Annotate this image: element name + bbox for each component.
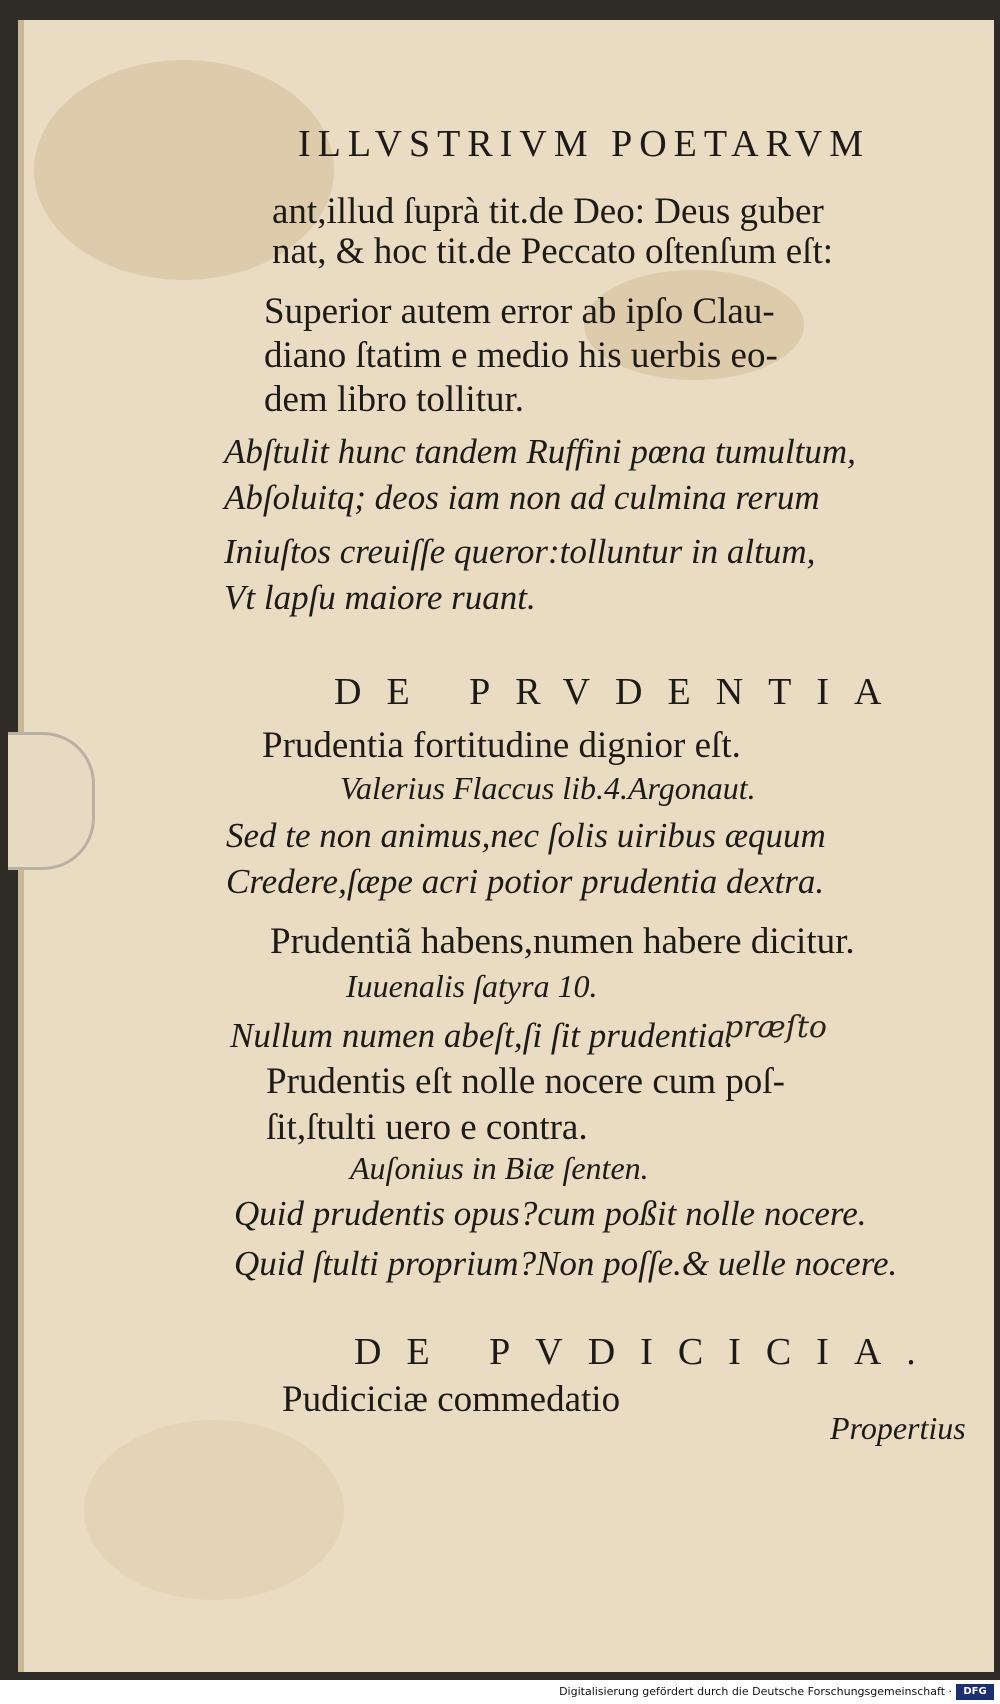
verse-line: Nullum numen abeſt,ſi ſit prudentia. <box>230 1016 734 1055</box>
source-citation: Iuuenalis ſatyra 10. <box>346 968 598 1004</box>
source-citation: Auſonius in Biæ ſenten. <box>350 1150 649 1186</box>
text-line: Prudentia fortitudine dignior eſt. <box>262 725 741 766</box>
verse-line: Credere,ſæpe acri potior prudentia dextra. <box>226 862 825 901</box>
verse-line: Abſtulit hunc tandem Ruffini pœna tumultum, <box>224 432 856 471</box>
text-line: Pudiciciæ commedatio <box>282 1379 621 1420</box>
source-citation: Valerius Flaccus lib.4.Argonaut. <box>340 770 756 806</box>
text-line: Prudentis eſt nolle nocere cum poſ- <box>266 1061 785 1102</box>
verse-line: Quid ſtulti proprium?Non poſſe.& uelle nocere. <box>234 1244 898 1283</box>
verse-line: Sed te non animus,nec ſolis uiribus æquum <box>226 816 826 855</box>
page-clip <box>8 732 95 870</box>
running-head: ILLVSTRIVM POETARVM <box>298 123 871 165</box>
text-line: dem libro tollitur. <box>264 379 525 420</box>
verse-line: Vt lapſu maiore ruant. <box>224 578 536 617</box>
dfg-logo: DFG <box>956 1684 994 1700</box>
verse-line: Quid prudentis opus?cum poßit nolle nocere. <box>234 1194 867 1233</box>
handwritten-annotation: præſto <box>724 1010 827 1045</box>
text-line: diano ſtatim e medio his uerbis eo- <box>264 335 778 376</box>
section-heading-prudentia: DE PRVDENTIA <box>334 671 907 713</box>
text-line: nat, & hoc tit.de Peccato oſtenſum eſt: <box>272 231 834 272</box>
section-heading-pudicicia: DE PVDICICIA. <box>354 1331 941 1373</box>
text-line: Prudentiã habens,numen habere dicitur. <box>270 921 855 962</box>
verse-line: Iniuſtos creuiſſe queror:tolluntur in altum, <box>224 532 816 571</box>
marginal-author: Propertius <box>830 1410 966 1446</box>
digitization-footer: Digitalisierung gefördert durch die Deutsche Forschungsgemeinschaft · <box>0 1680 1000 1704</box>
text-line: ſit,ſtulti uero e contra. <box>266 1107 588 1148</box>
text-line: ant,illud ſuprà tit.de Deo: Deus guber <box>272 191 824 232</box>
text-line: Superior autem error ab ipſo Clau- <box>264 291 775 332</box>
water-stain <box>84 1420 344 1600</box>
verse-line: Abſoluitq; deos iam non ad culmina rerum <box>224 478 820 517</box>
